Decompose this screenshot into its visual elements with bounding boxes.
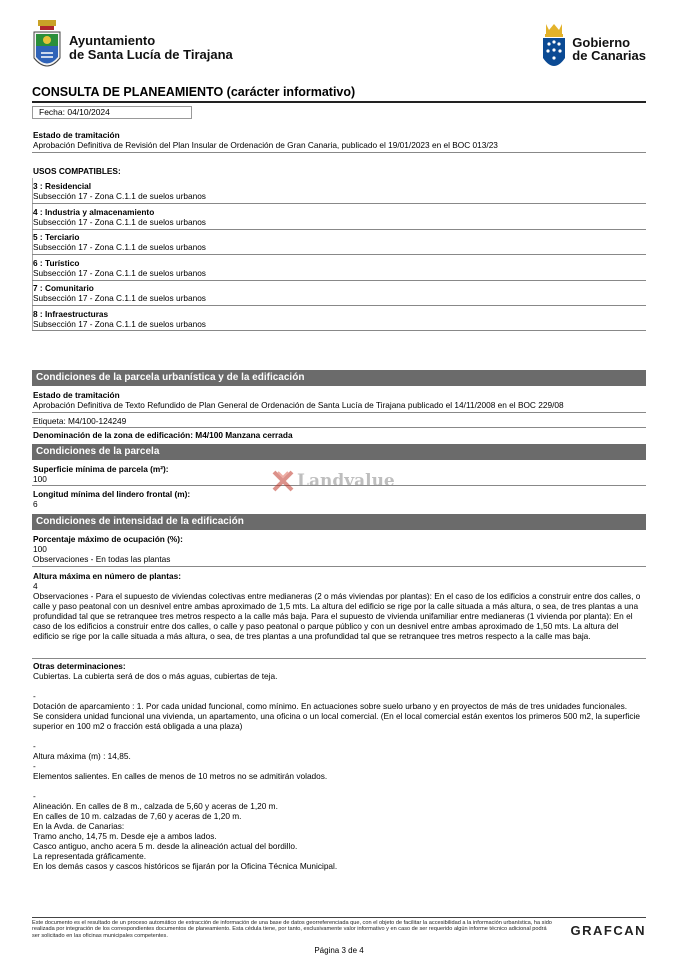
uso-item — [33, 258, 646, 278]
usos-compatibles-label — [33, 166, 646, 176]
government-name-line2: de Canarias — [572, 48, 646, 63]
usos-label: USOS COMPATIBLES: — [33, 166, 121, 176]
coat-of-arms-icon — [32, 20, 62, 76]
footer-disclaimer: Este documento es el resultado de un proceso automático de extracción de información de una base de datos georreferenciada que, con el objeto de facilitar la accesibilidad a la información urbanística, ha sido realizada por integración de los correspondientes documentos de planeamiento. Esta cédula tiene, por tanto, exclusivamente valor informativo y en caso de ser requerido algún informe técnico adicional podrá ser solicitado en las oficinas municipales competentes. — [32, 920, 552, 939]
dash-separator: - — [33, 741, 36, 751]
determinacion-alineacion-line: La representada gráficamente. — [33, 851, 147, 861]
field-value: 100 — [33, 474, 47, 484]
uso-item — [33, 283, 646, 303]
uso-name: 5 : Terciario — [33, 232, 80, 242]
section-header-intensidad: Condiciones de intensidad de la edificación — [32, 514, 646, 530]
determinacion-altura-maxima: Altura máxima (m) : 14,85. — [33, 751, 131, 761]
divider — [32, 280, 646, 281]
watermark-text: Landvalue — [297, 471, 395, 491]
determinacion-unidad-funcional: Se considera unidad funcional una vivienda, un apartamento, una oficina o un local comercial. (En el local comercial están exentos los primeros 500 m2, la superficie superior en 100 m2 o fracción está obligada a una plaza) — [33, 711, 640, 731]
determinacion-alineacion-line: Alineación. En calles de 8 m., calzada de 5,60 y aceras de 1,20 m. — [33, 801, 278, 811]
grafcan-logo: GRAFCAN — [570, 923, 646, 938]
field-value: 6 — [33, 499, 38, 509]
estado-tramitacion-block-2 — [33, 390, 646, 410]
landvalue-watermark — [272, 470, 395, 492]
uso-name: 3 : Residencial — [33, 181, 92, 191]
uso-desc: Subsección 17 - Zona C.1.1 de suelos urbanos — [33, 242, 206, 252]
altura-maxima-plantas — [33, 571, 646, 641]
uso-desc: Subsección 17 - Zona C.1.1 de suelos urbanos — [33, 268, 206, 278]
divider — [32, 203, 646, 204]
field-label: Altura máxima en número de plantas: — [33, 571, 181, 581]
uso-item — [33, 207, 646, 227]
field-label: Porcentaje máximo de ocupación (%): — [33, 534, 183, 544]
field-label: Superficie mínima de parcela (m²): — [33, 464, 169, 474]
determinacion-alineacion-line: En la Avda. de Canarias: — [33, 821, 125, 831]
uso-desc: Subsección 17 - Zona C.1.1 de suelos urbanos — [33, 293, 206, 303]
section-header-parcela-urbanistica: Condiciones de la parcela urbanística y de la edificación — [32, 370, 646, 386]
field-label: Otras determinaciones: — [33, 661, 126, 671]
field-value: 4 — [33, 581, 38, 591]
determinacion-alineacion-line: En los demás casos y cascos históricos se fijarán por la Oficina Técnica Municipal. — [33, 861, 338, 871]
uso-item — [33, 181, 646, 201]
divider — [32, 427, 646, 428]
uso-name: 4 : Industria y almacenamiento — [33, 207, 155, 217]
dash-separator: - — [33, 791, 36, 801]
determinacion-alineacion-line: Casco antiguo, ancho acera 5 m. desde la alineación actual del bordillo. — [33, 841, 298, 851]
determinacion-elementos-salientes: Elementos salientes. En calles de menos de 10 metros no se admitirán volados. — [33, 771, 328, 781]
determinacion-cubiertas: Cubiertas. La cubierta será de dos o más aguas, cubiertas de teja. — [33, 671, 278, 681]
gobierno-canarias-emblem-icon — [540, 22, 568, 76]
dash-separator: - — [33, 691, 36, 701]
denominacion-zona: Denominación de la zona de edificación: M4/100 Manzana cerrada — [33, 430, 293, 440]
uso-name: 8 : Infraestructuras — [33, 309, 109, 319]
divider — [32, 330, 646, 331]
divider — [32, 152, 646, 153]
municipality-name-line2: de Santa Lucía de Tirajana — [69, 47, 233, 62]
estado-value: Aprobación Definitiva de Revisión del Plan Insular de Ordenación de Gran Canaria, publicado el 19/01/2023 en el BOC 013/23 — [33, 140, 498, 150]
divider — [32, 658, 646, 659]
uso-item — [33, 232, 646, 252]
field-label: Longitud mínima del lindero frontal (m): — [33, 489, 191, 499]
estado-value: Aprobación Definitiva de Texto Refundido de Plan General de Ordenación de Santa Lucía de Tirajana publicado el 14/11/2008 en el BOC 229/08 — [33, 400, 564, 410]
footer-divider — [32, 917, 646, 918]
porcentaje-ocupacion — [33, 534, 646, 564]
section-header-parcela: Condiciones de la parcela — [32, 444, 646, 460]
longitud-minima-lindero — [33, 489, 646, 509]
otras-determinaciones — [33, 661, 646, 871]
field-observation: Observaciones - Para el supuesto de viviendas colectivas entre medianeras (2 o más viviendas por plantas): En el caso de los edificios a construir entre dos calles, o calle y paso peatonal con un desnivel entre ambas aproximado de 1,5 mts. La altura del edificio se rige por la calle situada a más altura, o sea, de tres plantas a una profundidad tal que se retranquee tres metros respecto a la calle más baja. Para el supuesto de vivienda unifamiliar entre medianeras (1 vivienda por planta): En el caso de los edificios a construir entre dos calles, o calle y paso peatonal o parque público y con un desnivel entre ambas aproximado de 1,50 mts. La altura del edificio se rige por la calle situada a más altura, o sea, de tres plantas a una profundidad tal que se retranquee tres metros respecto a la calle mas baja. — [33, 591, 641, 641]
date-box: Fecha: 04/10/2024 — [32, 106, 192, 119]
uso-name: 7 : Comunitario — [33, 283, 94, 293]
etiqueta: Etiqueta: M4/100-124249 — [33, 416, 127, 426]
title-divider — [32, 101, 646, 103]
government-header — [540, 22, 646, 76]
uso-name: 6 : Turístico — [33, 258, 80, 268]
municipality-name-line1: Ayuntamiento — [69, 33, 156, 48]
divider — [32, 254, 646, 255]
estado-label: Estado de tramitación — [33, 130, 120, 140]
uso-item — [33, 309, 646, 329]
determinacion-aparcamiento: Dotación de aparcamiento : 1. Por cada unidad funcional, como mínimo. En actuaciones sobre suelo urbano y en proyectos de más de tres unidades funcionales. — [33, 701, 628, 711]
uso-desc: Subsección 17 - Zona C.1.1 de suelos urbanos — [33, 191, 206, 201]
landvalue-logo-icon — [272, 470, 294, 492]
municipality-header — [32, 20, 233, 76]
uso-desc: Subsección 17 - Zona C.1.1 de suelos urbanos — [33, 217, 206, 227]
divider — [32, 305, 646, 306]
divider — [32, 229, 646, 230]
determinacion-alineacion-line: Tramo ancho, 14,75 m. Desde eje a ambos lados. — [33, 831, 217, 841]
field-value: 100 — [33, 544, 47, 554]
dash-separator: - — [33, 761, 36, 771]
uso-desc: Subsección 17 - Zona C.1.1 de suelos urbanos — [33, 319, 206, 329]
field-observation: Observaciones - En todas las plantas — [33, 554, 171, 564]
page-number: Página 3 de 4 — [314, 946, 364, 955]
divider — [32, 412, 646, 413]
estado-tramitacion-block — [33, 130, 646, 150]
estado-label: Estado de tramitación — [33, 390, 120, 400]
divider — [32, 566, 646, 567]
determinacion-alineacion-line: En calles de 10 m. calzadas de 7,60 y aceras de 1,20 m. — [33, 811, 242, 821]
government-name-line1: Gobierno — [572, 35, 631, 50]
document-title: CONSULTA DE PLANEAMIENTO (carácter informativo) — [32, 85, 356, 99]
